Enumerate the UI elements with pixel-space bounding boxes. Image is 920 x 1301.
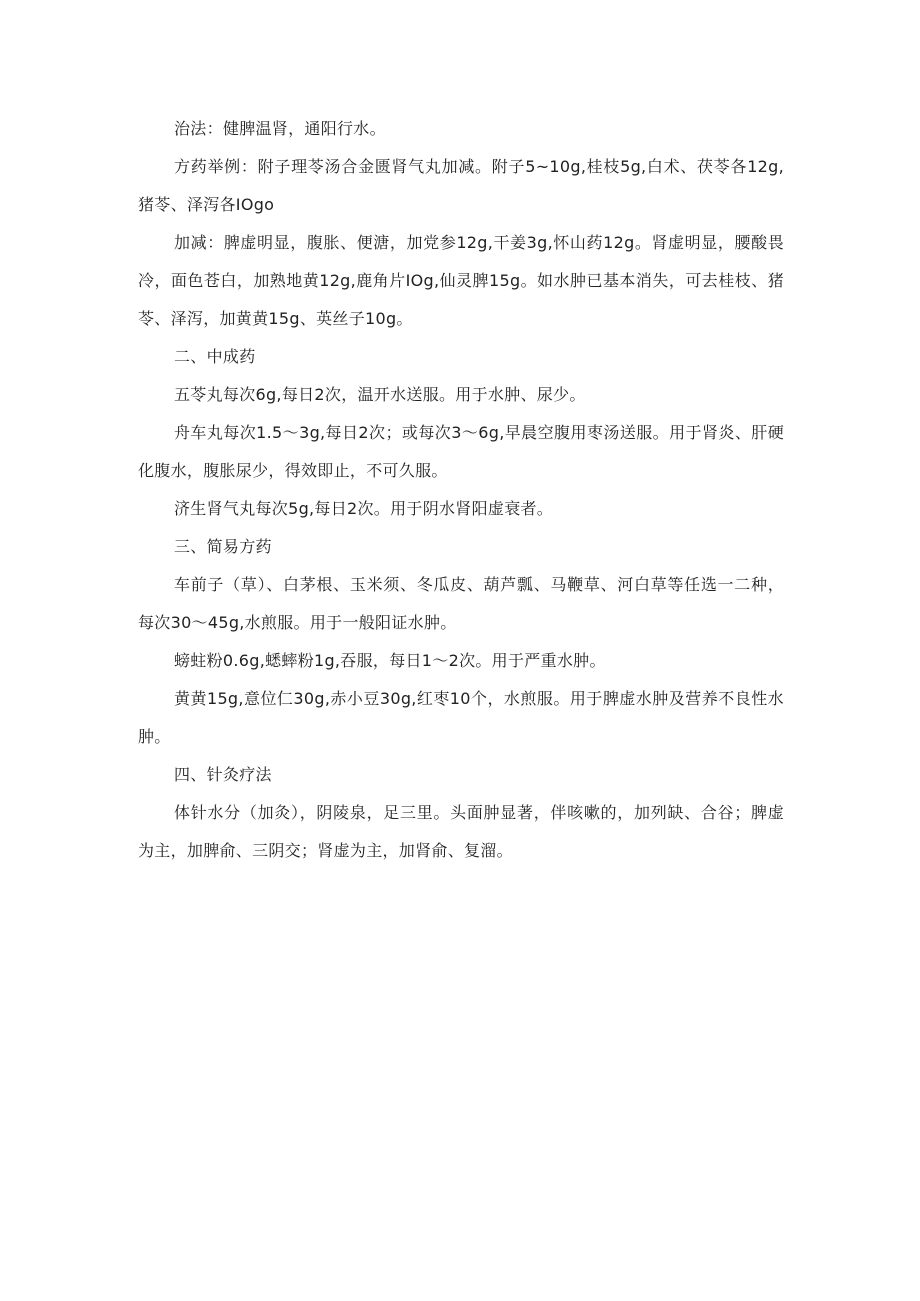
simple-herbs-paragraph: 车前子（草）、白茅根、玉米须、冬瓜皮、葫芦瓢、马鞭草、河白草等任选一二种，每次30～45g,水煎服。用于一般阳证水肿。 bbox=[138, 575, 784, 632]
wuling-pill-paragraph: 五苓丸每次6g,每日2次，温开水送服。用于水肿、尿少。 bbox=[174, 385, 586, 404]
treatment-paragraph: 治法：健脾温肾，通阳行水。 bbox=[174, 119, 386, 138]
modification-paragraph: 加减：脾虚明显，腹胀、便溏，加党参12g,干姜3g,怀山药12g。肾虚明显，腰酸畏冷，面色苍白，加熟地黄12g,鹿角片IOg,仙灵脾15g。如水肿已基本消失，可去桂枝、猪苓、泽泻，加黄黄15g、英丝子10g。 bbox=[138, 233, 784, 328]
prescription-paragraph: 方药举例：附子理苓汤合金匮肾气丸加减。附子5~10g,桂枝5g,白术、茯苓各12g,猪苓、泽泻各IOgo bbox=[138, 157, 784, 214]
astragalus-decoction-paragraph: 黄黄15g,意位仁30g,赤小豆30g,红枣10个，水煎服。用于脾虚水肿及营养不良性水肿。 bbox=[138, 689, 784, 746]
section-heading-proprietary-medicine: 二、中成药 bbox=[174, 347, 256, 366]
zhouche-pill-paragraph: 舟车丸每次1.5～3g,每日2次；或每次3～6g,早晨空腹用枣汤送服。用于肾炎、肝硬化腹水，腹胀尿少，得效即止，不可久服。 bbox=[138, 423, 784, 480]
section-heading-simple-prescriptions: 三、简易方药 bbox=[174, 537, 272, 556]
jisheng-shenqi-pill-paragraph: 济生肾气丸每次5g,每日2次。用于阴水肾阳虚衰者。 bbox=[174, 499, 554, 518]
section-heading-acupuncture: 四、针灸疗法 bbox=[174, 765, 272, 784]
document-body bbox=[138, 110, 784, 870]
insect-powder-paragraph: 螃蛀粉0.6g,蟋蟀粉1g,吞服，每日1～2次。用于严重水肿。 bbox=[174, 651, 606, 670]
acupuncture-paragraph: 体针水分（加灸），阴陵泉，足三里。头面肿显著，伴咳嗽的，加列缺、合谷；脾虚为主，加脾俞、三阴交；肾虚为主，加肾俞、复溜。 bbox=[138, 803, 784, 860]
